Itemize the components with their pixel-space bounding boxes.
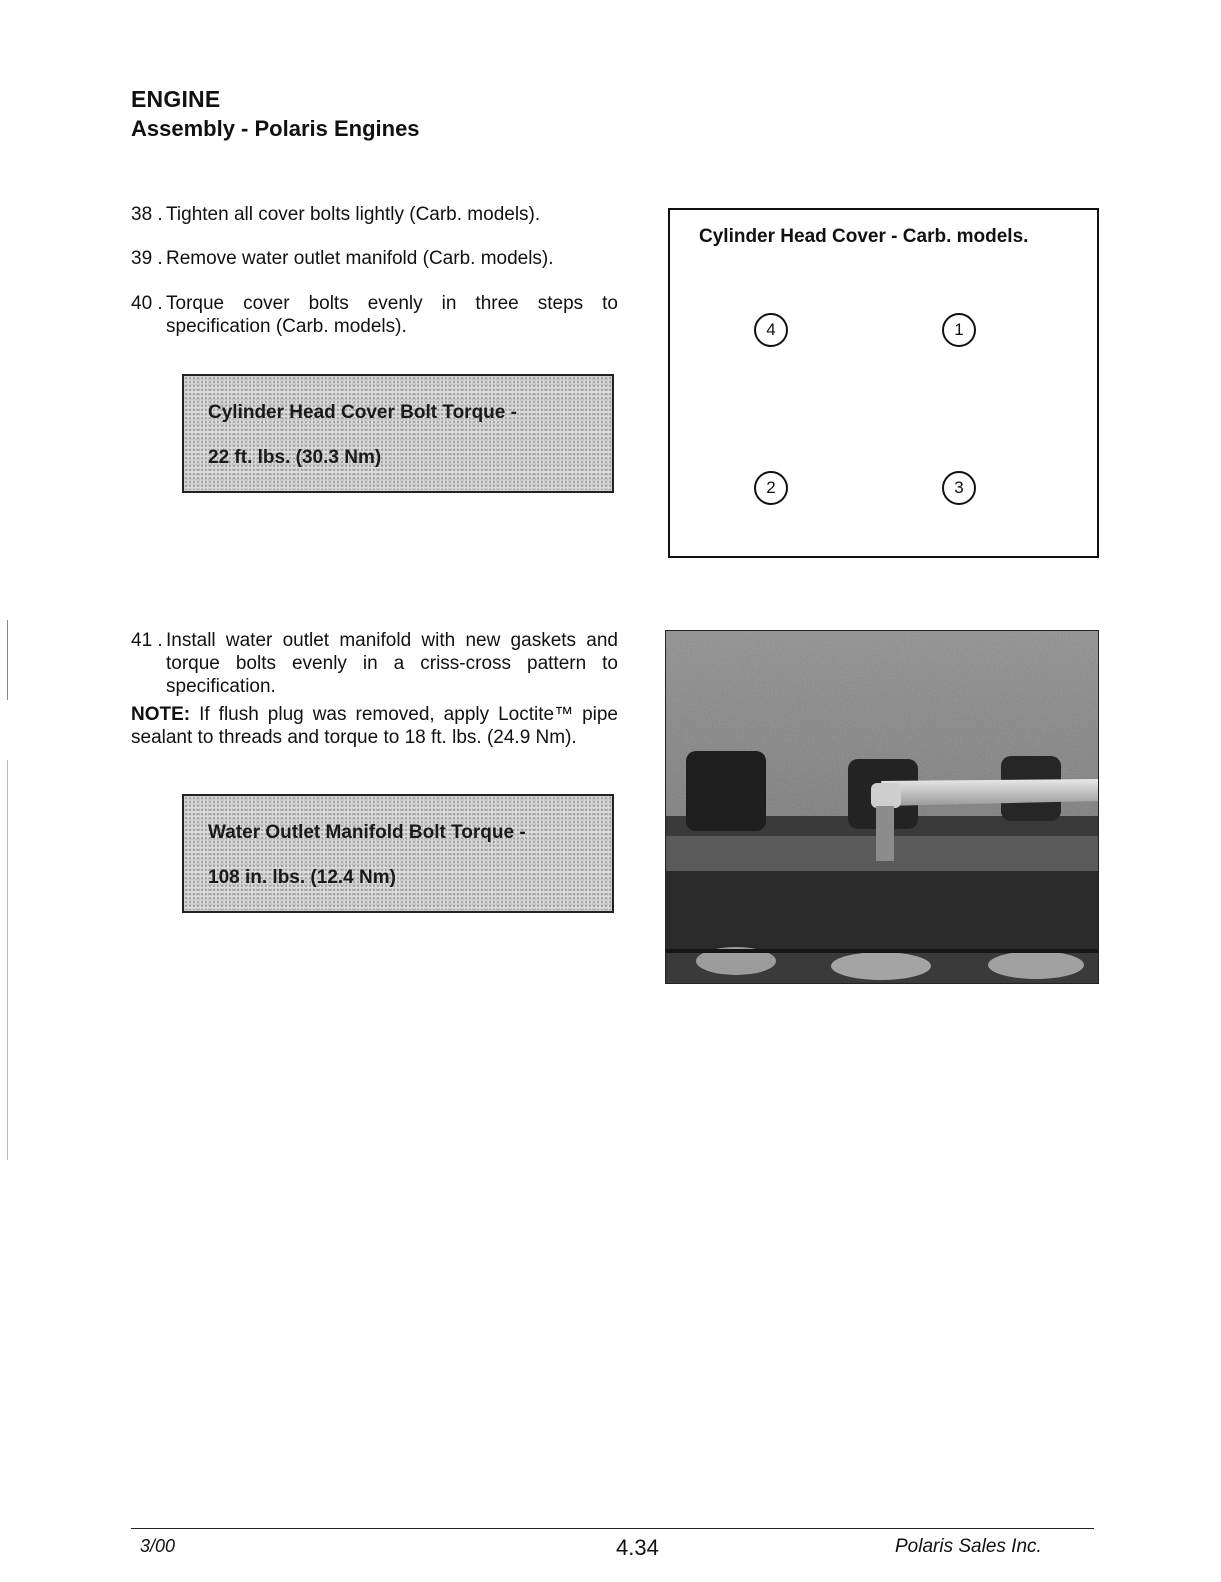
section-title: ENGINE	[131, 86, 221, 112]
torque-spec-title: Water Outlet Manifold Bolt Torque -	[208, 822, 526, 843]
step-39	[131, 247, 618, 270]
torque-spec-title: Cylinder Head Cover Bolt Torque -	[208, 402, 517, 423]
step-41	[131, 629, 618, 698]
step-number: 41 .	[131, 630, 163, 651]
bolt-sequence-diagram	[668, 208, 1099, 558]
diagram-title: Cylinder Head Cover - Carb. models.	[699, 226, 1029, 247]
bolt-2-marker: 2	[754, 471, 788, 505]
step-number: 39 .	[131, 248, 163, 269]
step-number: 40 .	[131, 293, 163, 314]
step-40	[131, 292, 618, 338]
torque-spec-value: 22 ft. lbs. (30.3 Nm)	[208, 447, 382, 468]
torque-spec-value: 108 in. lbs. (12.4 Nm)	[208, 867, 396, 888]
scan-margin-mark	[7, 760, 8, 1160]
step-text: Tighten all cover bolts lightly (Carb. models).	[166, 204, 541, 225]
note-text: If flush plug was removed, apply Loctite™ pipe sealant to threads and torque to 18 ft. lbs. (24.9 Nm).	[131, 704, 618, 748]
torque-spec-box-water-outlet	[182, 794, 614, 913]
section-subtitle: Assembly - Polaris Engines	[131, 116, 420, 141]
step-38	[131, 203, 618, 226]
bolt-3-marker: 3	[942, 471, 976, 505]
bolt-1-marker: 1	[942, 313, 976, 347]
scan-margin-mark	[7, 620, 8, 700]
torque-spec-box-head-cover	[182, 374, 614, 493]
step-text: Remove water outlet manifold (Carb. models).	[166, 248, 554, 269]
bolt-4-marker: 4	[754, 313, 788, 347]
engine-photo-icon	[665, 630, 1099, 984]
step-text: Torque cover bolts evenly in three steps to specification (Carb. models).	[166, 293, 618, 337]
footer-date: 3/00	[140, 1536, 176, 1556]
footer-company: Polaris Sales Inc.	[895, 1536, 1042, 1557]
step-text: Install water outlet manifold with new gaskets and torque bolts evenly in a criss-cross pattern to specification.	[166, 630, 618, 697]
footer-rule	[131, 1528, 1094, 1529]
note-label: NOTE:	[131, 704, 191, 725]
step-number: 38 .	[131, 204, 163, 225]
note-paragraph	[131, 703, 618, 749]
page-number: 4.34	[616, 1535, 659, 1560]
